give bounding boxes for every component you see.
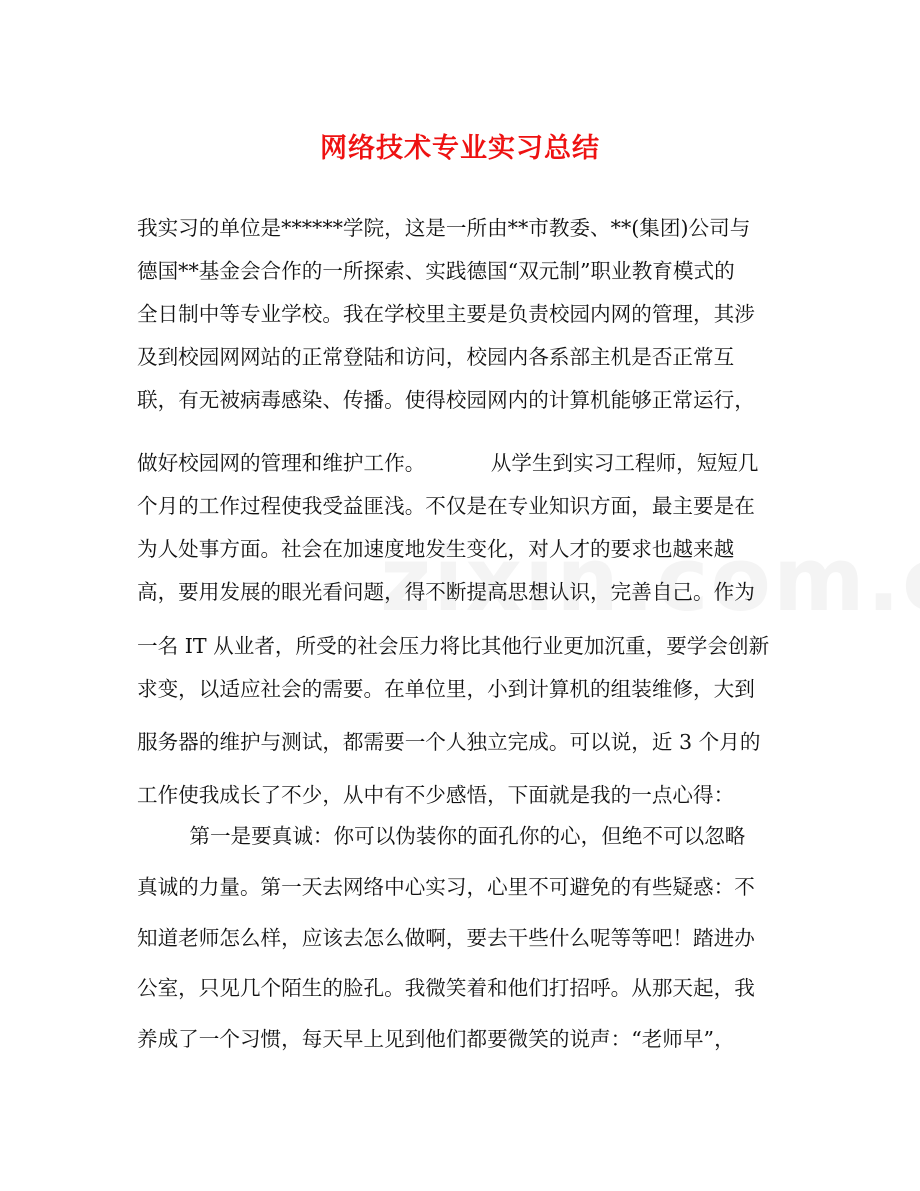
body-line: 公室，只见几个陌生的脸孔。我微笑着和他们打招呼。从那天起，我 bbox=[137, 976, 755, 1000]
body-line: 做好校园网的管理和维护工作。 从学生到实习工程师，短短几 bbox=[137, 451, 759, 475]
body-line: 工作使我成长了不少，从中有不少感悟，下面就是我的一点心得： bbox=[137, 783, 735, 807]
body-line: 高，要用发展的眼光看问题，得不断提高思想认识，完善自己。作为 bbox=[137, 580, 755, 604]
body-line: 个月的工作过程使我受益匪浅。不仅是在专业知识方面，最主要是在 bbox=[137, 494, 755, 518]
body-line: 及到校园网网站的正常登陆和访问，校园内各系部主机是否正常互 bbox=[137, 345, 735, 369]
body-line: 求变，以适应社会的需要。在单位里，小到计算机的组装维修，大到 bbox=[137, 677, 755, 701]
body-line: 联，有无被病毒感染、传播。使得校园网内的计算机能够正常运行， bbox=[137, 388, 755, 412]
body-line: 第一是要真诚：你可以伪装你的面孔你的心，但绝不可以忽略 bbox=[137, 824, 746, 848]
page-title: 网络技术专业实习总结 bbox=[320, 133, 600, 164]
body-line: 全日制中等专业学校。我在学校里主要是负责校园内网的管理，其涉 bbox=[137, 302, 755, 326]
body-line: 一名 IT 从业者，所受的社会压力将比其他行业更加沉重，要学会创新 bbox=[137, 634, 770, 658]
body-line: 服务器的维护与测试，都需要一个人独立完成。可以说，近 3 个月的 bbox=[137, 730, 761, 754]
body-line: 知道老师怎么样，应该去怎么做啊，要去干些什么呢等等吧！踏进办 bbox=[137, 926, 755, 950]
body-line: 德国**基金会合作的一所探索、实践德国“双元制”职业教育模式的 bbox=[137, 259, 735, 283]
body-line: 为人处事方面。社会在加速度地发生变化，对人才的要求也越来越 bbox=[137, 537, 735, 561]
body-line: 养成了一个习惯，每天早上见到他们都要微笑的说声：“老师早”， bbox=[137, 1027, 735, 1051]
body-line: 真诚的力量。第一天去网络中心实习，心里不可避免的有些疑惑：不 bbox=[137, 875, 755, 899]
body-line: 我实习的单位是******学院，这是一所由**市教委、**(集团)公司与 bbox=[137, 216, 751, 240]
